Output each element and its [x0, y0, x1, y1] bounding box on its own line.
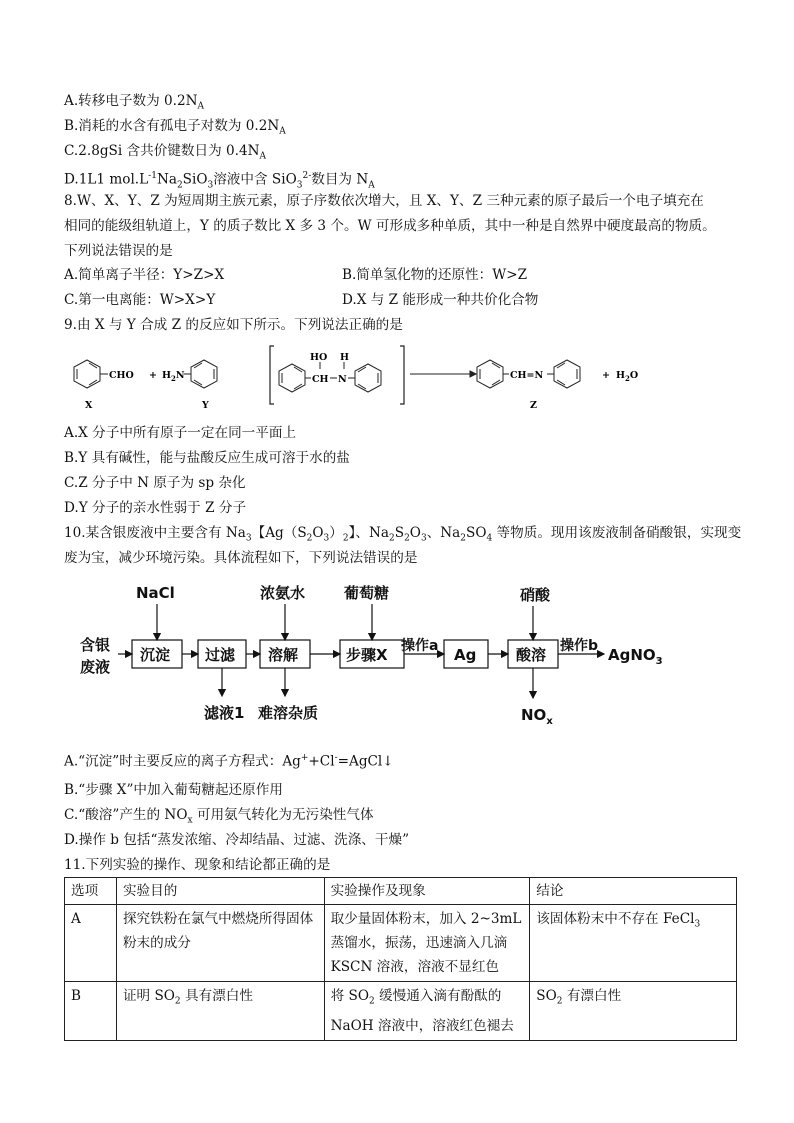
header-purpose: 实验目的 [116, 878, 324, 905]
q7-option-b: B.消耗的水含有孤电子对数为 $0.2N_A$ [64, 118, 286, 137]
table-row [65, 905, 737, 982]
reagent-glucose: 葡萄糖 [344, 584, 390, 602]
reaction-arrow [410, 371, 476, 377]
q11-stem: 11.下列实验的操作、现象和结论都正确的是 [64, 857, 331, 873]
start-label-2: 废液 [80, 658, 111, 676]
table-row [65, 982, 737, 1041]
reaction-scheme [60, 342, 740, 412]
operation-a-label: 操作a [401, 638, 439, 654]
q8-option-d: D.X 与 Z 能形成一种共价化合物 [342, 292, 539, 308]
q10-option-c: C.“酸溶”产生的 $NO_x$ 可用氨气转化为无污染性气体 [64, 807, 374, 826]
box-filter-label: 过滤 [205, 646, 236, 664]
header-option: 选项 [65, 878, 117, 905]
benzene-ring-x [74, 360, 108, 388]
table-header-row [65, 878, 737, 905]
q9-option-a: A.X 分子中所有原子一定在同一平面上 [64, 425, 297, 441]
label-x: X [85, 400, 93, 411]
z-ch: CH=N [510, 370, 544, 381]
intermediate-ch: CH [312, 374, 329, 385]
q8-option-a: A.简单离子半径：Y>Z>X [64, 267, 225, 283]
q8-stem-line1: 8.W、X、Y、Z 为短周期主族元素，原子序数依次增大，且 X、Y、Z 三种元素的原子最后一个电子填充在 [64, 193, 704, 209]
start-label-1: 含银 [80, 636, 111, 654]
y-amine-group: $H_2N$ [162, 370, 185, 383]
box-dissolve-label: 溶解 [268, 646, 299, 664]
box-precipitate-label: 沉淀 [140, 646, 171, 664]
q9-option-c: C.Z 分子中 N 原子为 sp 杂化 [64, 475, 246, 491]
header-conclusion: 结论 [530, 878, 737, 905]
box-ag-label: Ag [454, 646, 477, 664]
product-agno3: AgNO$_3$ [608, 646, 663, 667]
q10-stem-line2: 废为宝，减少环境污染。具体流程如下，下列说法错误的是 [64, 550, 418, 566]
row-b-option: B [65, 982, 117, 1041]
q7-option-a: A.转移电子数为 $0.2N_A$ [64, 93, 205, 112]
benzene-ring-intermediate-1 [279, 364, 311, 392]
experiment-table [64, 877, 737, 1041]
q10-option-b: B.“步骤 X”中加入葡萄糖起还原作用 [64, 782, 283, 798]
nox-label: $NO_x$ [521, 706, 553, 727]
row-b-operation: 将 $SO_2$ 缓慢通入滴有酚酞的 NaOH 溶液中，溶液红色褪去 [324, 982, 530, 1041]
q8-option-c: C.第一电离能：W>X>Y [64, 292, 216, 308]
row-b-purpose: 证明 $SO_2$ 具有漂白性 [116, 982, 324, 1041]
q10-option-d: D.操作 b 包括“蒸发浓缩、冷却结晶、过滤、洗涤、干燥” [64, 832, 410, 848]
row-a-operation: 取少量固体粉末，加入 2~3mL 蒸馏水，振荡，迅速滴入几滴 KSCN 溶液，溶液不显红色 [324, 905, 530, 982]
process-flow-chart [78, 578, 718, 728]
benzene-ring-intermediate-2 [348, 364, 381, 392]
intermediate-n: N [338, 374, 347, 385]
q7-option-c: C.2.8gSi 含共价键数日为 $0.4N_A$ [64, 143, 267, 162]
water: $H_2O$ [616, 370, 639, 383]
box-acid-dissolve-label: 酸溶 [516, 646, 547, 664]
label-y: Y [202, 400, 209, 411]
box-step-x-label: 步骤X [346, 646, 388, 664]
row-a-conclusion: 该固体粉末中不存在 FeCl$_3$ [530, 905, 737, 982]
row-a-purpose: 探究铁粉在氯气中燃烧所得固体粉末的成分 [116, 905, 324, 982]
filtrate-1-label: 滤液1 [204, 704, 245, 722]
operation-b-label: 操作b [560, 638, 599, 654]
q9-stem: 9.由 X 与 Y 合成 Z 的反应如下所示。下列说法正确的是 [64, 317, 403, 333]
q8-stem-line2: 相同的能级组轨道上，Y 的质子数比 X 多 3 个。W 可形成多种单质，其中一种是自然界中硬度最高的物质。 [64, 218, 716, 234]
benzene-ring-z-left [477, 360, 509, 388]
q7-option-d: D.1L1 $mol.L^{-1}Na_2SiO_3$溶液中含 SiO$_3^{2-}$数目为 $N_A$ [64, 171, 375, 191]
label-z: Z [530, 400, 537, 411]
intermediate-bracket [270, 346, 404, 404]
row-a-option: A [65, 905, 117, 982]
reagent-ammonia: 浓氨水 [260, 584, 306, 602]
plus-sign-2: + [602, 370, 610, 381]
reagent-nacl: NaCl [136, 584, 175, 602]
header-operation: 实验操作及现象 [324, 878, 530, 905]
plus-sign-1: + [149, 370, 157, 381]
q8-stem-line3: 下列说法错误的是 [64, 243, 173, 259]
q9-option-d: D.Y 分子的亲水性弱于 Z 分子 [64, 500, 247, 516]
intermediate-h: H [340, 352, 349, 363]
q10-option-a: A.“沉淀”时主要反应的离子方程式：Ag++Cl-=AgCl↓ [64, 753, 394, 770]
insoluble-impurity-label: 难溶杂质 [258, 704, 319, 722]
row-b-conclusion: $SO_2$ 有漂白性 [530, 982, 737, 1041]
reagent-nitric-acid: 硝酸 [520, 586, 551, 604]
benzene-ring-y [184, 360, 217, 388]
benzene-ring-z-right [547, 360, 580, 388]
x-group-cho: CHO [109, 370, 134, 381]
q10-stem-line1: 10.某含银废液中主要含有 $Na_3$【$Ag(S_2O_3)_2$】、$Na_2S_2O_3$、$Na_2SO_4$ 等物质。现用该废液制备硝酸银，实现变 [64, 525, 742, 544]
q8-option-b: B.简单氢化物的还原性：W>Z [342, 267, 528, 283]
intermediate-ho: HO [310, 352, 328, 363]
q9-option-b: B.Y 具有碱性，能与盐酸反应生成可溶于水的盐 [64, 450, 350, 466]
